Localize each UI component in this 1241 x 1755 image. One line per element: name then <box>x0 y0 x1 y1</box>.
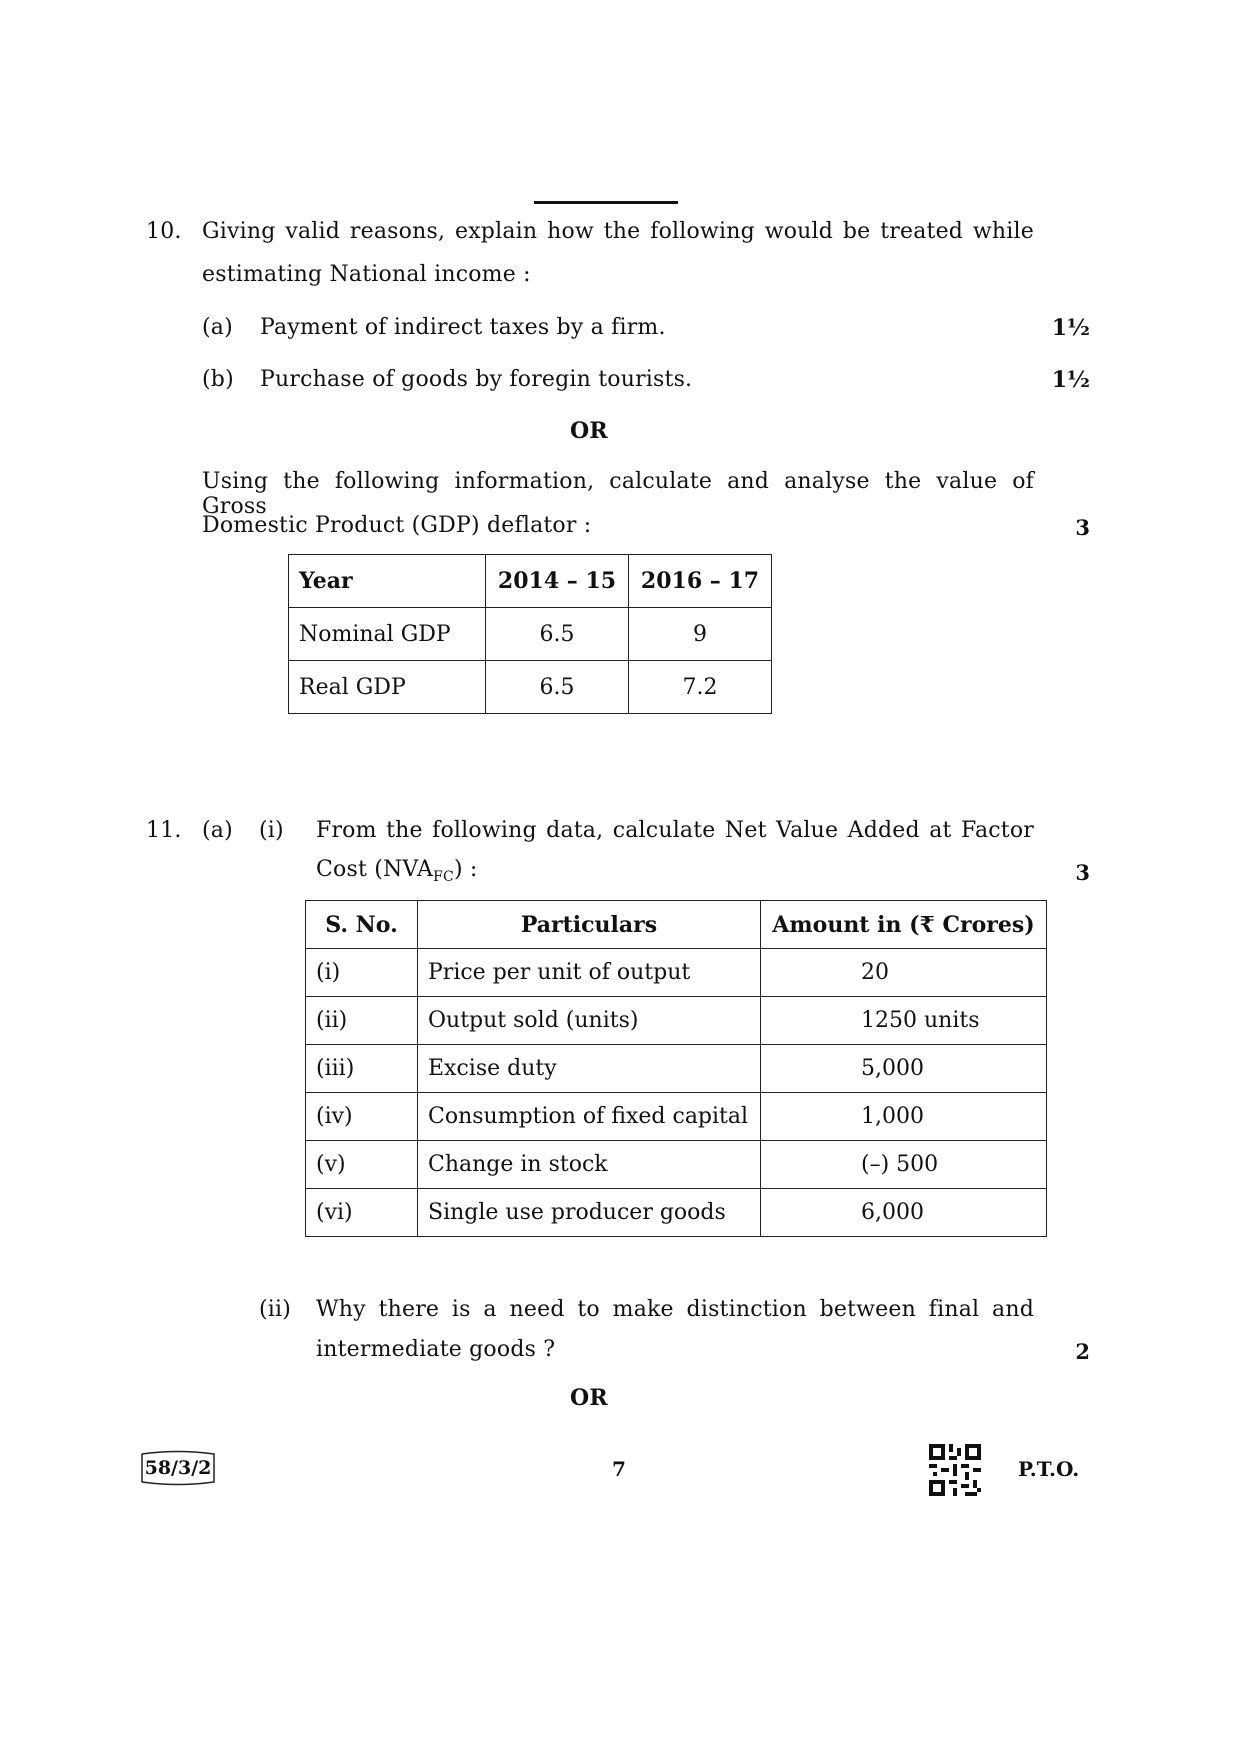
page-number: 7 <box>612 1457 626 1481</box>
table-cell: 7.2 <box>629 661 772 714</box>
q10-alt-line2: Domestic Product (GDP) deflator : <box>202 513 592 538</box>
q11-sub2-marks: 2 <box>1075 1339 1090 1364</box>
gdp-table <box>288 554 772 714</box>
q11-sub1-line1: From the following data, calculate Net Value Added at Factor <box>316 818 1034 843</box>
table-cell: 20 <box>761 949 1047 997</box>
table-cell: 9 <box>629 608 772 661</box>
q10-part-b-text: Purchase of goods by foregin tourists. <box>260 367 693 392</box>
q10-part-a-label: (a) <box>202 315 233 340</box>
q10-stem-line2: estimating National income : <box>202 262 531 287</box>
table-cell: 6,000 <box>761 1189 1047 1237</box>
table-cell: Change in stock <box>418 1141 761 1189</box>
table-cell: 6.5 <box>486 608 629 661</box>
q11-sub1-marks: 3 <box>1075 860 1090 885</box>
table-row <box>289 608 772 661</box>
table-cell: 5,000 <box>761 1045 1047 1093</box>
q10-alt-marks: 3 <box>1075 515 1090 540</box>
table-row <box>306 1093 1047 1141</box>
table-cell: (iii) <box>306 1045 418 1093</box>
q10-part-a-marks: 1½ <box>1051 315 1090 341</box>
top-rule <box>534 201 678 204</box>
table-cell: Single use producer goods <box>418 1189 761 1237</box>
paper-code-badge <box>138 1450 218 1488</box>
table-cell: (v) <box>306 1141 418 1189</box>
qr-code-icon <box>929 1444 981 1496</box>
table-row <box>289 661 772 714</box>
q11-sub1-line2-subscript: FC <box>433 869 454 885</box>
q11-sub2-line2: intermediate goods ? <box>316 1337 556 1362</box>
table-row <box>306 949 1047 997</box>
table-cell: Excise duty <box>418 1045 761 1093</box>
table-header-cell: 2014 – 15 <box>486 555 629 608</box>
table-row <box>306 997 1047 1045</box>
table-row <box>306 1141 1047 1189</box>
q11-sub1-label: (i) <box>259 818 284 843</box>
table-cell: (iv) <box>306 1093 418 1141</box>
table-header-cell: Year <box>289 555 486 608</box>
q10-alt-line1: Using the following information, calculate and analyse the value of Gross <box>202 469 1034 519</box>
q11-sub1-line2 <box>316 857 478 885</box>
table-cell: Price per unit of output <box>418 949 761 997</box>
table-header-cell: Particulars <box>418 901 761 949</box>
table-row <box>306 901 1047 949</box>
table-header-cell: Amount in (₹ Crores) <box>761 901 1047 949</box>
table-row <box>289 555 772 608</box>
table-header-cell: S. No. <box>306 901 418 949</box>
q10-or-label: OR <box>570 418 608 444</box>
table-cell: Real GDP <box>289 661 486 714</box>
table-cell: 6.5 <box>486 661 629 714</box>
paper-code: 58/3/2 <box>144 1457 212 1479</box>
table-cell: 1250 units <box>761 997 1047 1045</box>
q11-or-label: OR <box>570 1385 608 1411</box>
q11-sub2-label: (ii) <box>259 1297 292 1322</box>
table-header-cell: 2016 – 17 <box>629 555 772 608</box>
q11-number: 11. <box>146 818 182 843</box>
table-cell: (–) 500 <box>761 1141 1047 1189</box>
table-cell: (i) <box>306 949 418 997</box>
nva-table <box>305 900 1047 1237</box>
pto-label: P.T.O. <box>1018 1457 1080 1481</box>
table-row <box>306 1189 1047 1237</box>
table-cell: Output sold (units) <box>418 997 761 1045</box>
q11-sub2-line1: Why there is a need to make distinction between final and <box>316 1297 1034 1322</box>
q10-stem-line1: Giving valid reasons, explain how the following would be treated while <box>202 219 1034 244</box>
q10-part-b-label: (b) <box>202 367 234 392</box>
table-cell: (ii) <box>306 997 418 1045</box>
table-cell: (vi) <box>306 1189 418 1237</box>
q11-sub1-line2-pre: Cost (NVA <box>316 857 434 882</box>
q10-part-a-text: Payment of indirect taxes by a firm. <box>260 315 666 340</box>
table-cell: Nominal GDP <box>289 608 486 661</box>
q11-sub1-line2-post: ) : <box>453 857 478 882</box>
q10-part-b-marks: 1½ <box>1051 367 1090 393</box>
q10-number: 10. <box>146 219 182 244</box>
q11-part-label: (a) <box>202 818 233 843</box>
table-cell: 1,000 <box>761 1093 1047 1141</box>
table-row <box>306 1045 1047 1093</box>
table-cell: Consumption of fixed capital <box>418 1093 761 1141</box>
